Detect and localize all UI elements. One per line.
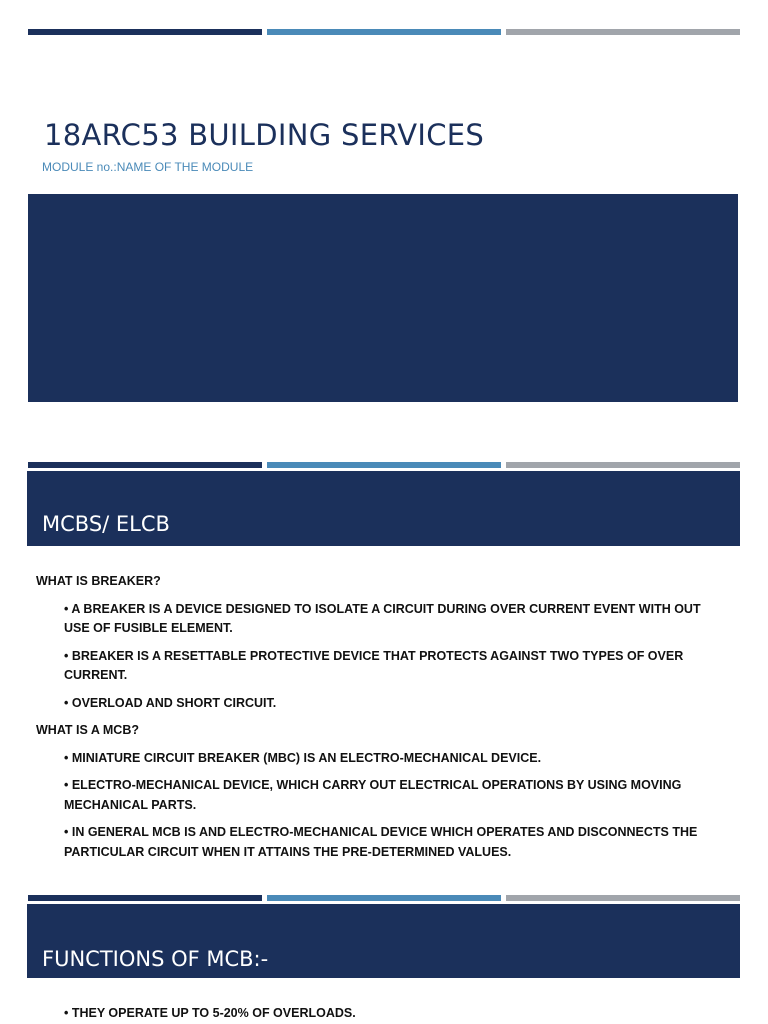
section-banner [27,471,740,546]
bullet-item: • THEY OPERATE UP TO 5-20% OF OVERLOADS. [64,1006,356,1020]
stripe-blue [267,462,501,468]
cover-block [28,194,738,402]
slide-content [64,1004,356,1023]
accent-stripe [28,895,740,901]
bullet-item: • MINIATURE CIRCUIT BREAKER (MBC) IS AN ELECTRO-MECHANICAL DEVICE. [64,750,542,765]
slide-content [36,572,726,870]
bullet-item: • ELECTRO-MECHANICAL DEVICE, WHICH CARRY OUT ELECTRICAL OPERATIONS BY USING MOVING MECHANICAL PARTS. [64,778,682,812]
bullet-item: • IN GENERAL MCB IS AND ELECTRO-MECHANICAL DEVICE WHICH OPERATES AND DISCONNECTS THE PARTICULAR CIRCUIT WHEN IT ATTAINS THE PRE-DETERMINED VALUES. [64,825,698,859]
question-heading: WHAT IS BREAKER? [36,574,161,588]
accent-stripe [28,462,740,468]
stripe-navy [28,895,262,901]
question-heading: WHAT IS A MCB? [36,723,139,737]
slide-subtitle: MODULE no.:NAME OF THE MODULE [42,160,254,174]
stripe-gray [506,29,740,35]
slide-title: 18ARC53 BUILDING SERVICES [44,118,485,152]
section-banner [27,904,740,978]
section-heading: MCBS/ ELCB [42,512,170,536]
stripe-blue [267,29,501,35]
stripe-gray [506,895,740,901]
stripe-gray [506,462,740,468]
bullet-item: • BREAKER IS A RESETTABLE PROTECTIVE DEVICE THAT PROTECTS AGAINST TWO TYPES OF OVER CURRENT. [64,648,684,682]
bullet-item: • A BREAKER IS A DEVICE DESIGNED TO ISOLATE A CIRCUIT DURING OVER CURRENT EVENT WITH OUT USE OF FUSIBLE ELEMENT. [64,601,701,635]
stripe-navy [28,29,262,35]
section-heading: FUNCTIONS OF MCB:- [42,947,269,971]
stripe-blue [267,895,501,901]
bullet-item: • OVERLOAD AND SHORT CIRCUIT. [64,695,277,710]
accent-stripe [28,29,740,35]
stripe-navy [28,462,262,468]
